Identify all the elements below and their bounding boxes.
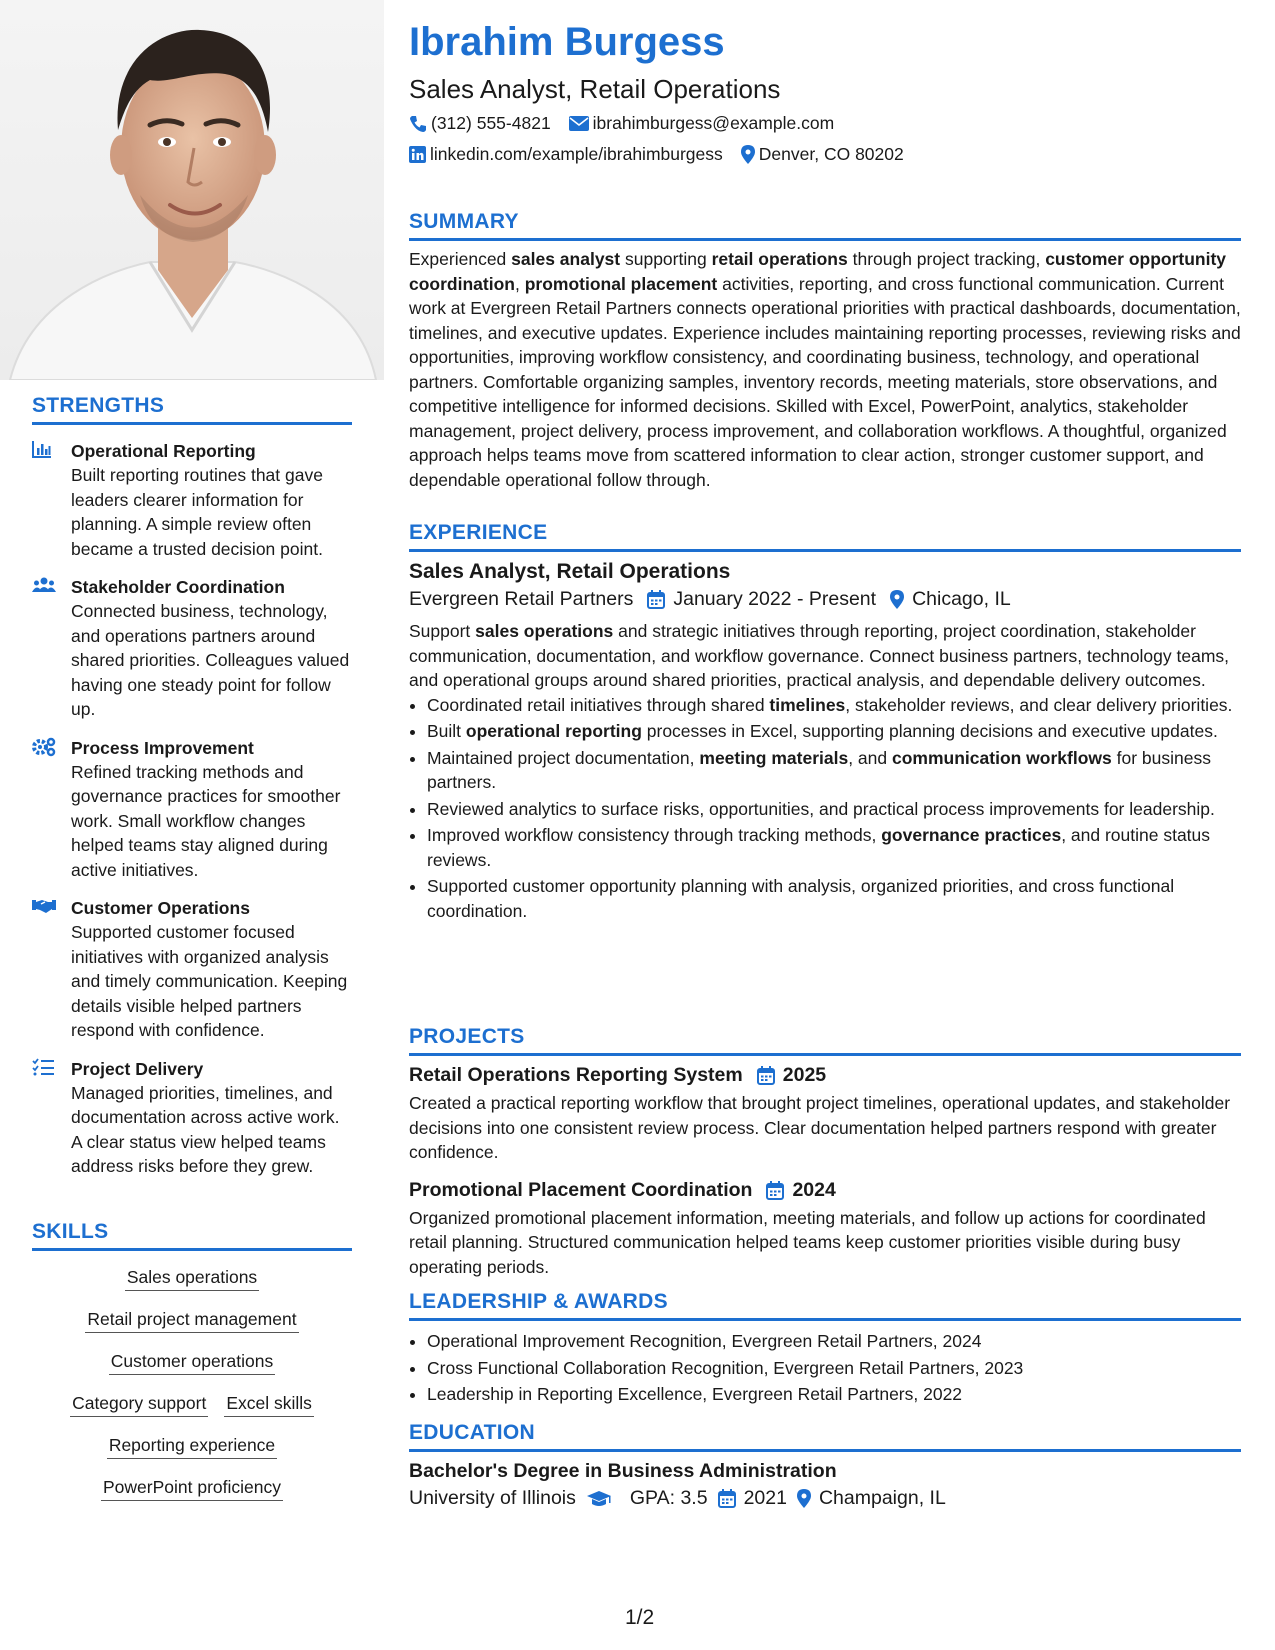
job-location: Chicago, IL — [890, 588, 1011, 611]
location-text: Denver, CO 80202 — [758, 144, 904, 164]
list-item: • Reviewed analytics to surface risks, opportunities, and practical process improvements for leadership. — [427, 797, 1241, 822]
list-item: • Operational Improvement Recognition, Evergreen Retail Partners, 2024 — [427, 1329, 1241, 1354]
skills-heading: SKILLS — [32, 1220, 352, 1251]
profile-photo — [0, 0, 384, 380]
gears-icon — [32, 737, 56, 757]
list-item: • Maintained project documentation, meeting materials, and communication workflows for business partners. — [427, 746, 1241, 795]
project-title: Promotional Placement Coordination 2024 — [409, 1178, 836, 1201]
awards-heading: LEADERSHIP & AWARDS — [409, 1290, 1241, 1321]
strength-title: Customer Operations — [71, 898, 250, 918]
company-name: Evergreen Retail Partners — [409, 588, 634, 610]
projects-section — [409, 1025, 1241, 1279]
skills-section — [32, 1220, 352, 1517]
summary-section — [409, 210, 1241, 492]
awards-section — [409, 1290, 1241, 1409]
job-intro: Support sales operations and strategic initiatives through reporting, project coordination, stakeholder communication, documentation, and workflow governance. Connect business partners, technology teams, and operational groups around shared priorities, practical analysis, and dependable delivery outcomes. — [409, 621, 1230, 690]
bar-chart-icon — [32, 440, 56, 460]
list-item: • Improved workflow consistency through tracking methods, governance practices, and routine status reviews. — [427, 823, 1241, 872]
project-description: Created a practical reporting workflow that brought project timelines, operational updates, and stakeholder decisions into one consistent review process. Clear documentation helped partners respond with greater confidence. — [409, 1093, 1231, 1162]
phone-text: (312) 555-4821 — [431, 113, 551, 133]
linkedin-icon — [409, 146, 426, 163]
map-pin-icon — [890, 590, 904, 609]
experience-section — [409, 521, 1241, 925]
degree-title: Bachelor's Degree in Business Administration — [409, 1460, 837, 1482]
education-meta — [409, 1487, 1241, 1510]
job-bullets — [409, 693, 1241, 924]
list-item: • Leadership in Reporting Excellence, Evergreen Retail Partners, 2022 — [427, 1382, 1241, 1407]
calendar-icon — [757, 1066, 775, 1085]
graduation-year: 2021 — [718, 1487, 787, 1510]
summary-heading: SUMMARY — [409, 210, 1241, 241]
map-pin-icon — [797, 1489, 811, 1508]
job-dates: January 2022 - Present — [647, 588, 876, 611]
project-title: Retail Operations Reporting System 2025 — [409, 1064, 827, 1086]
skill-tag: Retail project management — [85, 1307, 298, 1333]
strengths-heading: STRENGTHS — [32, 394, 352, 425]
strength-item — [32, 1057, 352, 1179]
gpa: GPA: 3.5 — [629, 1487, 708, 1509]
contact-row-2 — [409, 144, 922, 165]
job-title: Sales Analyst, Retail Operations — [409, 560, 731, 583]
summary-text: Experienced sales analyst supporting retail operations through project tracking, customer opportunity coordination, promotional placement activities, reporting, and cross functional communication. Current work at Evergreen Retail Partners connects operational priorities with practical dashboards, documentation, timelines, and executive updates. Experience includes maintaining reporting processes, reviewing risks and opportunities, improving workflow consistency, and coordinating business, technology, and operational partners. Comfortable organizing samples, inventory records, meeting materials, store observations, and competitive intelligence for informed decisions. Skilled with Excel, PowerPoint, analytics, stakeholder management, project delivery, process improvement, and collaboration workflows. A thoughtful, organized approach helps teams move from scattered information to clear action, stronger customer support, and dependable operational follow through. — [409, 249, 1241, 490]
strength-description: Supported customer focused initiatives with organized analysis and timely communication. Keeping details visible helped partners respond with confidence. — [71, 922, 348, 1040]
project-description: Organized promotional placement information, meeting materials, and follow up actions for coordinated retail planning. Structured communication helped teams keep customer priorities visible during busy operating periods. — [409, 1207, 1206, 1277]
strength-title: Stakeholder Coordination — [71, 577, 285, 597]
strengths-section — [32, 394, 352, 1179]
strength-description: Built reporting routines that gave leaders clearer information for planning. A simple review often became a trusted decision point. — [71, 465, 323, 559]
calendar-icon — [718, 1489, 736, 1508]
candidate-name: Ibrahim Burgess — [409, 20, 725, 64]
job-meta — [409, 588, 1241, 611]
strength-description: Refined tracking methods and governance practices for smoother work. Small workflow changes helped teams stay aligned during active initiatives. — [71, 761, 341, 880]
strength-item — [32, 896, 352, 1043]
calendar-icon — [647, 590, 665, 609]
page-number: 1/2 — [625, 1606, 655, 1629]
skill-tag: Excel skills — [224, 1391, 314, 1417]
school-name: University of Illinois — [409, 1487, 620, 1510]
phone-icon — [409, 115, 427, 133]
list-item: • Supported customer opportunity planning with analysis, organized priorities, and cross functional coordination. — [427, 874, 1241, 923]
candidate-role: Sales Analyst, Retail Operations — [409, 74, 781, 104]
list-item: • Coordinated retail initiatives through shared timelines, stakeholder reviews, and clear delivery priorities. — [427, 693, 1241, 718]
strength-title: Process Improvement — [71, 737, 254, 758]
strength-description: Managed priorities, timelines, and documentation across active work. A clear status view helped teams address risks before they grew. — [71, 1082, 340, 1176]
location-contact — [741, 144, 904, 165]
skill-tag: Reporting experience — [107, 1433, 277, 1459]
projects-heading: PROJECTS — [409, 1025, 1241, 1056]
linkedin-contact[interactable] — [409, 144, 723, 165]
education-heading: EDUCATION — [409, 1421, 1241, 1452]
email-contact[interactable] — [569, 113, 834, 134]
strength-item — [32, 439, 352, 561]
list-item: • Cross Functional Collaboration Recognition, Evergreen Retail Partners, 2023 — [427, 1356, 1241, 1381]
project-year: 2024 — [792, 1178, 836, 1201]
strength-item — [32, 575, 352, 722]
calendar-icon — [766, 1181, 784, 1200]
map-pin-icon — [741, 145, 755, 164]
linkedin-text: linkedin.com/example/ibrahimburgess — [430, 144, 723, 164]
users-icon — [32, 576, 56, 596]
envelope-icon — [569, 116, 589, 131]
awards-list — [409, 1329, 1241, 1407]
email-text: ibrahimburgess@example.com — [592, 113, 835, 133]
skill-tag: Customer operations — [109, 1349, 275, 1375]
education-section — [409, 1421, 1241, 1510]
skill-tag: PowerPoint proficiency — [101, 1475, 283, 1501]
project-year: 2025 — [782, 1064, 827, 1086]
strength-description: Connected business, technology, and operations partners around shared priorities. Colleagues valued having one steady point for follow up. — [71, 601, 350, 719]
list-item: • Built operational reporting processes in Excel, supporting planning decisions and executive updates. — [427, 719, 1241, 744]
strength-item — [32, 736, 352, 883]
handshake-icon — [32, 897, 56, 917]
skills-list — [32, 1265, 352, 1501]
contact-row-1 — [409, 113, 852, 134]
graduation-cap-icon — [586, 1490, 612, 1508]
experience-heading: EXPERIENCE — [409, 521, 1241, 552]
strength-title: Operational Reporting — [71, 441, 256, 461]
skill-tag: Sales operations — [125, 1265, 259, 1291]
education-location: Champaign, IL — [797, 1487, 946, 1510]
phone-contact[interactable] — [409, 113, 551, 134]
strength-title: Project Delivery — [71, 1058, 204, 1079]
list-check-icon — [32, 1058, 56, 1078]
skill-tag: Category support — [70, 1391, 208, 1417]
